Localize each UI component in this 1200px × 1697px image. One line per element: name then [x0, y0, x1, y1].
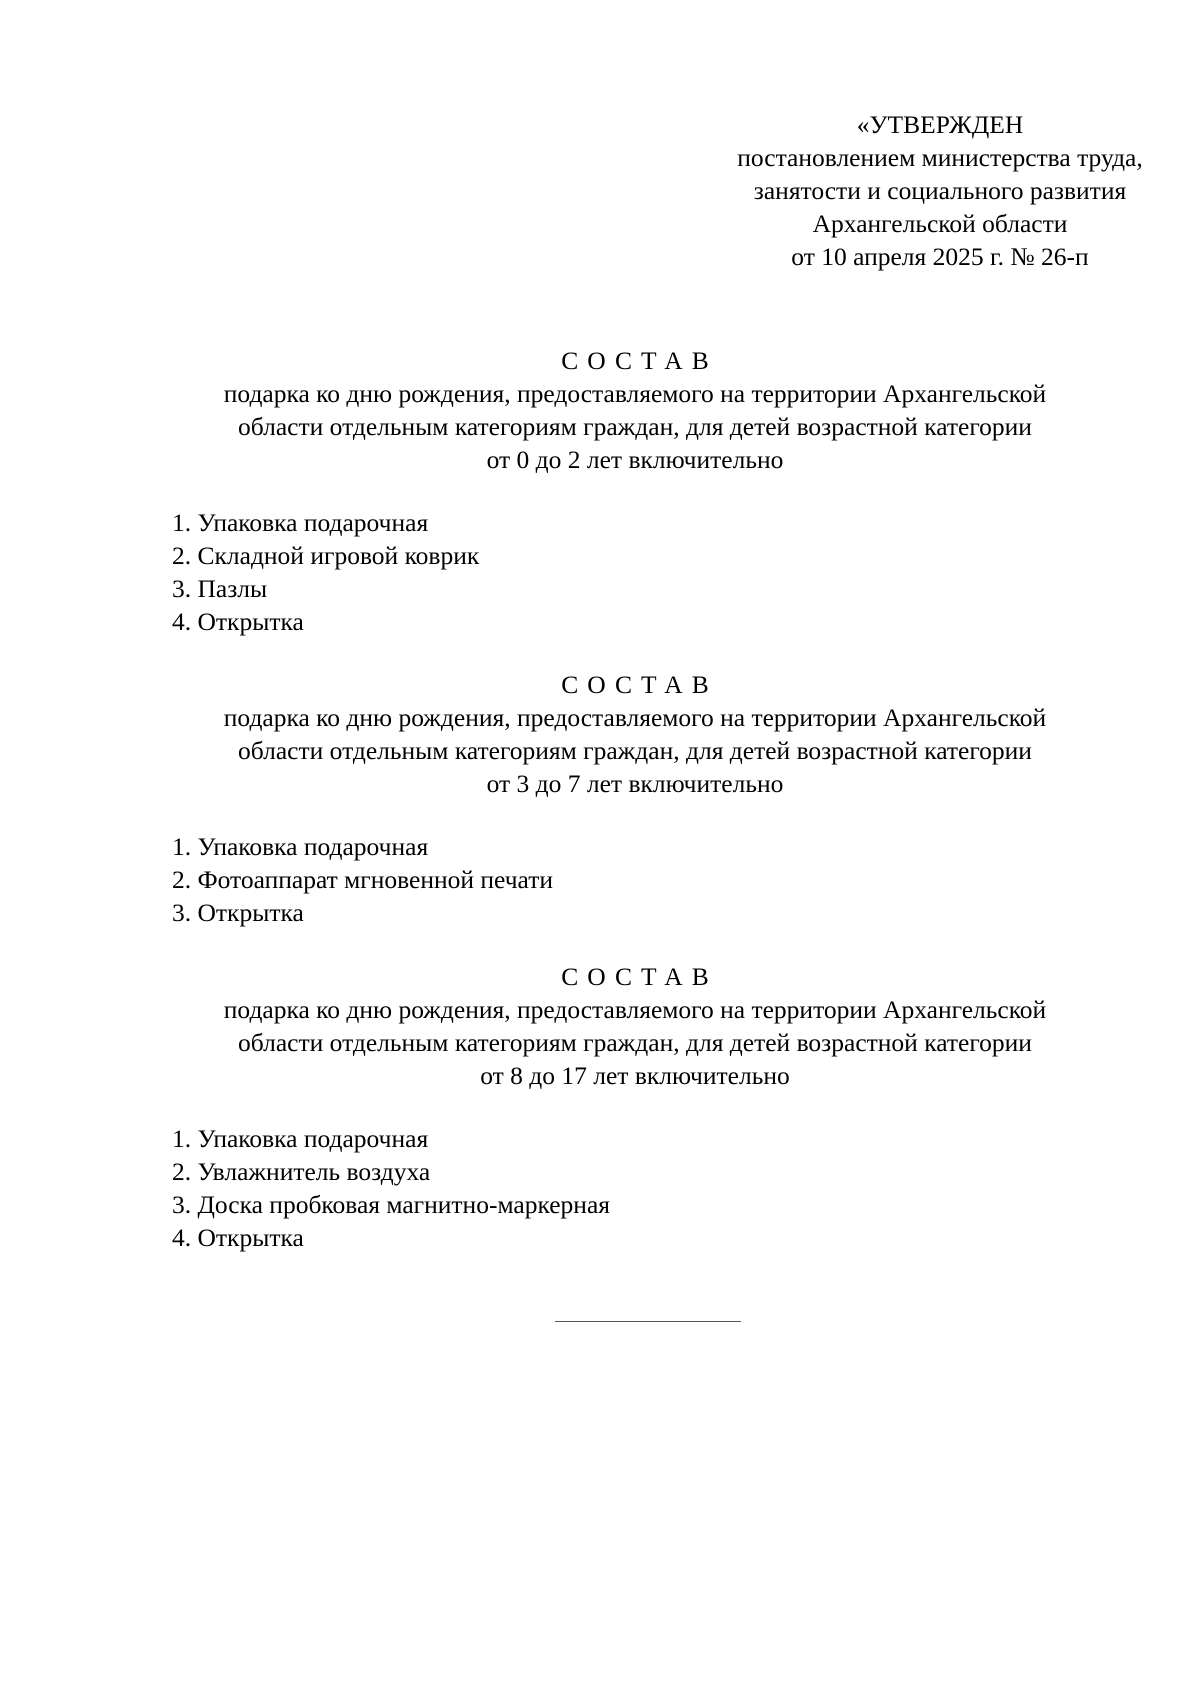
section-heading: СОСТАВ [561, 346, 718, 375]
approval-line: занятости и социального развития [753, 176, 1127, 205]
list-item: 3. Пазлы [172, 574, 268, 603]
list-item: 1. Упаковка подарочная [172, 1124, 429, 1153]
list-item: 2. Складной игровой коврик [172, 541, 480, 570]
subtitle-line: области отдельным категориям граждан, для детей возрастной категории [238, 736, 1032, 765]
section-heading: СОСТАВ [561, 962, 718, 991]
list-item: 3. Доска пробковая магнитно-маркерная [172, 1190, 610, 1219]
gift-items-list [150, 1122, 1120, 1254]
subtitle-line: области отдельным категориям граждан, для детей возрастной категории [238, 1028, 1032, 1057]
approval-date-number: от 10 апреля 2025 г. № 26-п [791, 242, 1089, 271]
subtitle-line: подарка ко дню рождения, предоставляемого на территории Архангельской [223, 379, 1047, 408]
composition-section-0-2-years [150, 344, 1120, 638]
end-divider [555, 1321, 741, 1322]
subtitle-line: подарка ко дню рождения, предоставляемого на территории Архангельской [223, 703, 1047, 732]
subtitle-line: от 0 до 2 лет включительно [486, 445, 784, 474]
list-item: 4. Открытка [172, 1223, 304, 1252]
list-item: 2. Фотоаппарат мгновенной печати [172, 865, 554, 894]
list-item: 1. Упаковка подарочная [172, 832, 429, 861]
approval-block [640, 108, 1200, 273]
subtitle-line: подарка ко дню рождения, предоставляемого на территории Архангельской [223, 995, 1047, 1024]
section-subtitle [150, 701, 1120, 800]
subtitle-line: области отдельным категориям граждан, для детей возрастной категории [238, 412, 1032, 441]
composition-section-3-7-years [150, 668, 1120, 929]
section-subtitle [150, 993, 1120, 1092]
list-item: 4. Открытка [172, 607, 304, 636]
section-heading: СОСТАВ [561, 670, 718, 699]
gift-items-list [150, 830, 1120, 929]
gift-items-list [150, 506, 1120, 638]
composition-section-8-17-years [150, 960, 1120, 1254]
approval-stamp-title: «УТВЕРЖДЕН [856, 110, 1024, 139]
list-item: 2. Увлажнитель воздуха [172, 1157, 431, 1186]
list-item: 3. Открытка [172, 898, 304, 927]
approval-line: Архангельской области [812, 209, 1068, 238]
subtitle-line: от 8 до 17 лет включительно [480, 1061, 790, 1090]
approval-line: постановлением министерства труда, [737, 143, 1143, 172]
list-item: 1. Упаковка подарочная [172, 508, 429, 537]
subtitle-line: от 3 до 7 лет включительно [486, 769, 784, 798]
section-subtitle [150, 377, 1120, 476]
